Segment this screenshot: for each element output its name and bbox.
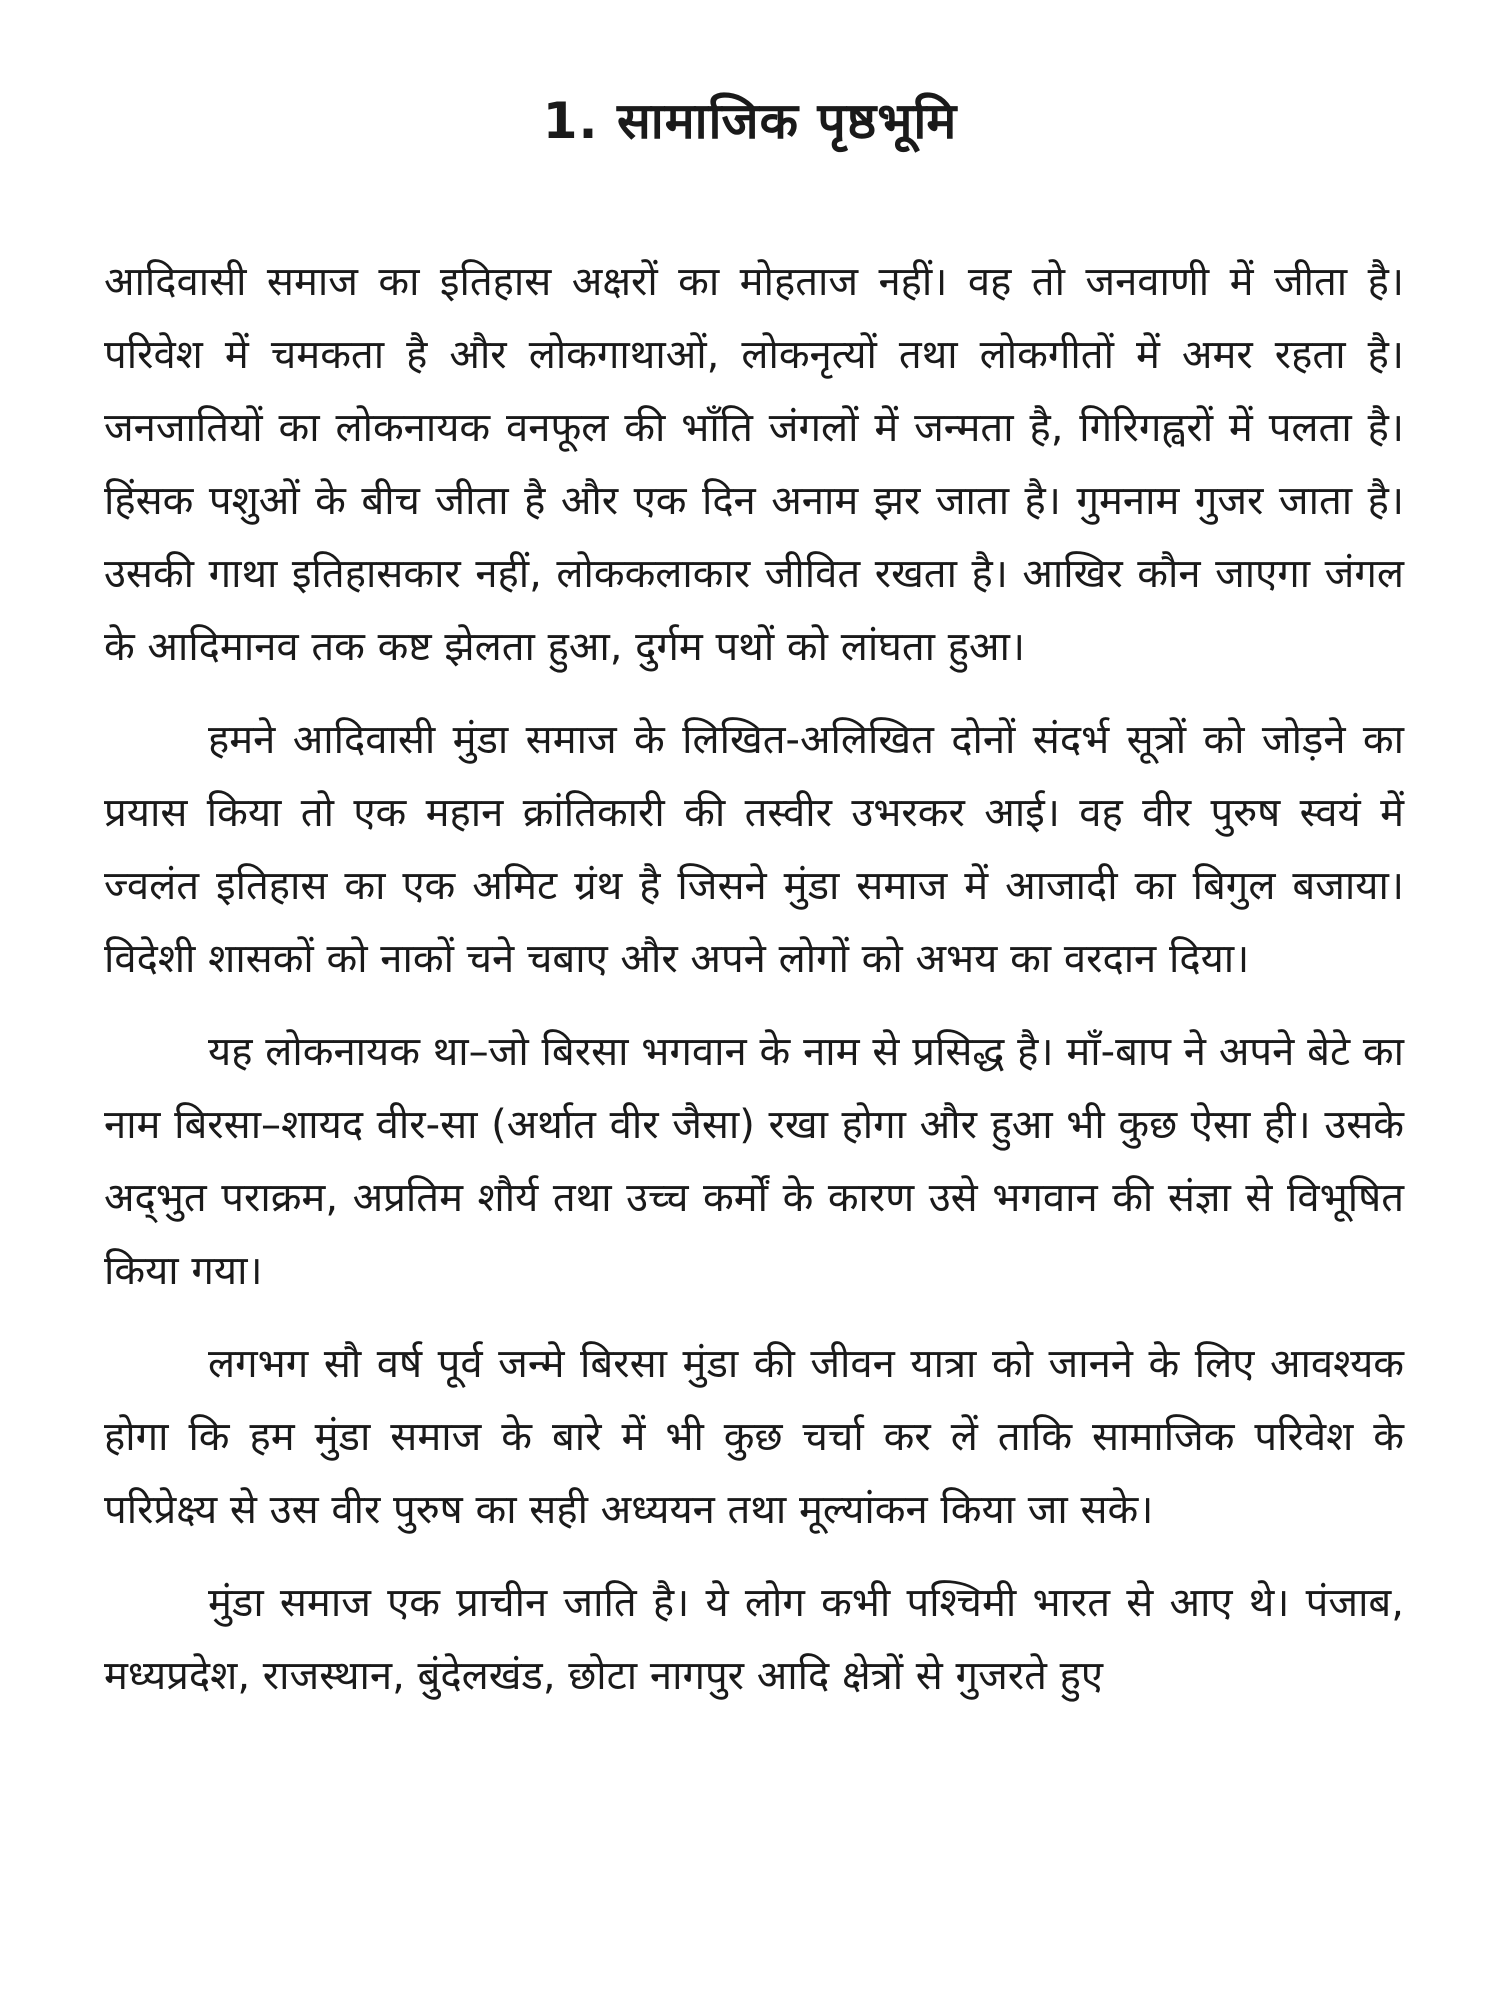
- chapter-title: 1. सामाजिक पृष्ठभूमि: [542, 92, 958, 150]
- paragraph: यह लोकनायक था–जो बिरसा भगवान के नाम से प्रसिद्ध है। माँ-बाप ने अपने बेटे का नाम बिरसा–शायद वीर-सा (अर्थात वीर जैसा) रखा होगा और हुआ भी कुछ ऐसा ही। उसके अद्‌भुत पराक्रम, अप्रतिम शौर्य तथा उच्च कर्मों के कारण उसे भगवान की संज्ञा से विभूषित किया गया।: [104, 1029, 1404, 1294]
- paragraph: मुंडा समाज एक प्राचीन जाति है। ये लोग कभी पश्चिमी भारत से आए थे। पंजाब, मध्यप्रदेश, राजस्थान, बुंदेलखंड, छोटा नागपुर आदि क्षेत्रों से गुजरते हुए: [104, 1580, 1404, 1699]
- paragraph: लगभग सौ वर्ष पूर्व जन्मे बिरसा मुंडा की जीवन यात्रा को जानने के लिए आवश्यक होगा कि हम मुंडा समाज के बारे में भी कुछ चर्चा कर लें ताकि सामाजिक परिवेश के परिप्रेक्ष्य से उस वीर पुरुष का सही अध्ययन तथा मूल्यांकन किया जा सके।: [104, 1341, 1404, 1533]
- paragraph: हमने आदिवासी मुंडा समाज के लिखित-अलिखित दोनों संदर्भ सूत्रों को जोड़ने का प्रयास किया तो एक महान क्रांतिकारी की तस्वीर उभरकर आई। वह वीर पुरुष स्वयं में ज्वलंत इतिहास का एक अमिट ग्रंथ है जिसने मुंडा समाज में आजादी का बिगुल बजाया। विदेशी शासकों को नाकों चने चबाए और अपने लोगों को अभय का वरदान दिया।: [104, 717, 1404, 982]
- paragraph: आदिवासी समाज का इतिहास अक्षरों का मोहताज नहीं। वह तो जनवाणी में जीता है। परिवेश में चमकता है और लोकगाथाओं, लोकनृत्यों तथा लोकगीतों में अमर रहता है। जनजातियों का लोकनायक वनफूल की भाँति जंगलों में जन्मता है, गिरिगह्वरों में पलता है। हिंसक पशुओं के बीच जीता है और एक दिन अनाम झर जाता है। गुमनाम गुजर जाता है। उसकी गाथा इतिहासकार नहीं, लोककलाकार जीवित रखता है। आखिर कौन जाएगा जंगल के आदिमानव तक कष्ट झेलता हुआ, दुर्गम पथों को लांघता हुआ।: [104, 259, 1404, 670]
- chapter-body: [104, 246, 1404, 1733]
